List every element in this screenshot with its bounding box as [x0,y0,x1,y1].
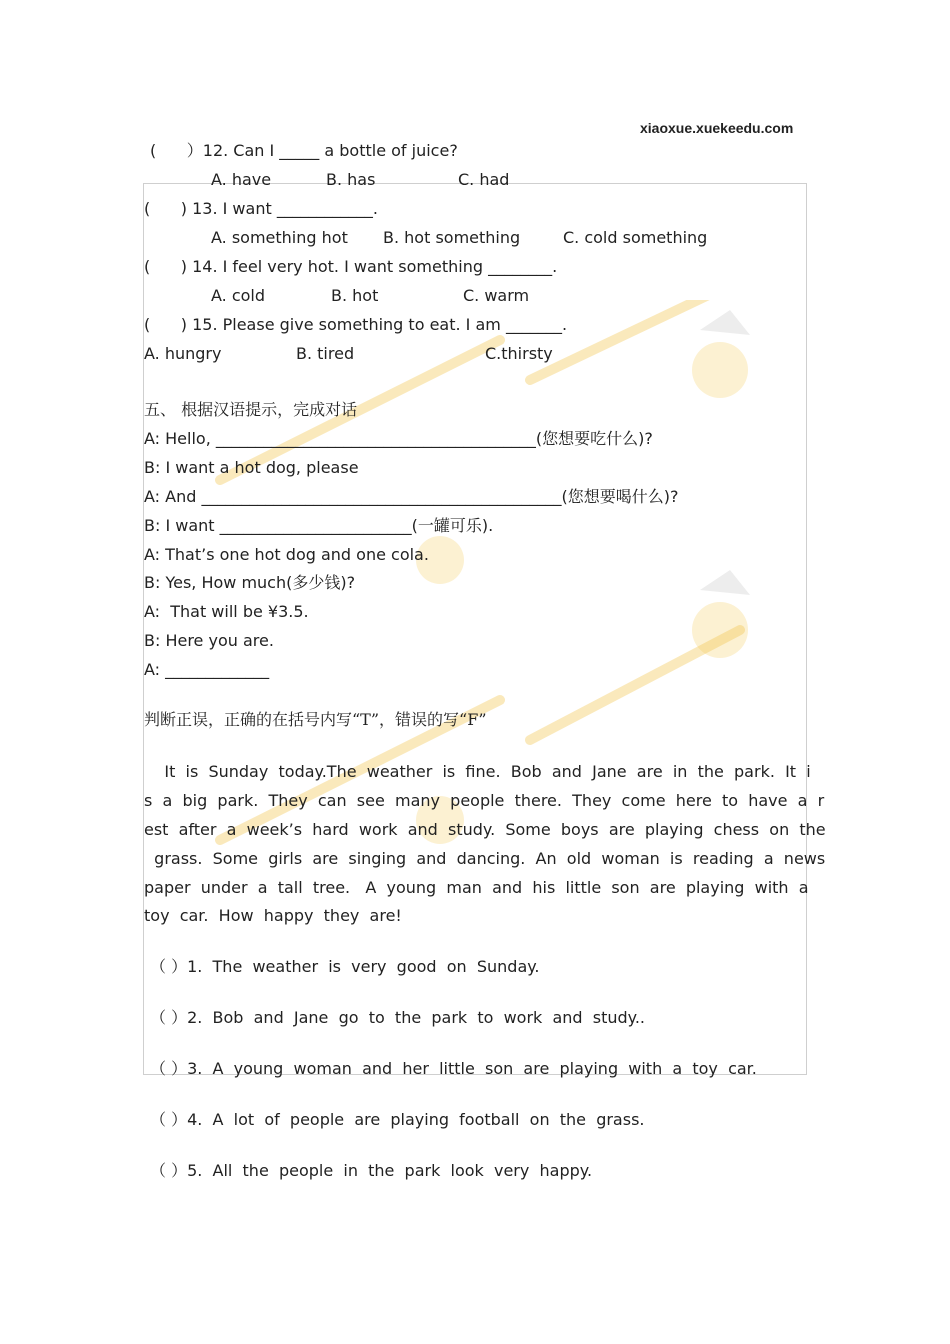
q14-option-b: B. hot [331,286,379,305]
question-15: ( ) 15. Please give something to eat. I am _______. [144,315,568,334]
passage-line: s a big park. They can see many people there. They come here to have a r [144,791,825,810]
passage-line: paper under a tall tree. A young man and his little son are playing with a [144,878,809,897]
statement-5: （ ）5. All the people in the park look very happy. [150,1161,593,1180]
question-14: ( ) 14. I feel very hot. I want something ________. [144,257,558,276]
passage-line: grass. Some girls are singing and dancing. An old woman is reading a news [144,849,826,868]
site-header: xiaoxue.xuekeedu.com [640,120,794,136]
q15-option-b: B. tired [296,344,355,363]
passage-line: toy car. How happy they are! [144,906,402,925]
passage-line: est after a week’s hard work and study. Some boys are playing chess on the [144,820,826,839]
section6-title: 判断正误，正确的在括号内写“T”，错误的写“F” [144,710,487,729]
dialogue-line: B: Yes, How much(多少钱)? [144,573,356,592]
question-13: ( ) 13. I want ____________. [144,199,378,218]
dialogue-line: A: That’s one hot dog and one cola. [144,545,429,564]
q14-option-a: A. cold [211,286,266,305]
q13-option-c: C. cold something [563,228,708,247]
q14-option-c: C. warm [463,286,530,305]
q12-option-c: C. had [458,170,510,189]
statement-4: （ ）4. A lot of people are playing football on the grass. [150,1110,645,1129]
dialogue-line: B: I want a hot dog, please [144,458,359,477]
question-12: ( ）12. Can I _____ a bottle of juice? [150,141,458,160]
dialogue-line: A: That will be ¥3.5. [144,602,309,621]
q13-option-a: A. something hot [211,228,348,247]
dialogue-line: B: Here you are. [144,631,274,650]
q15-option-c: C.thirsty [485,344,553,363]
statement-3: （ ）3. A young woman and her little son are playing with a toy car. [150,1059,757,1078]
q12-option-a: A. have [211,170,272,189]
dialogue-line: A: Hello, ________________________________________(您想要吃什么)? [144,429,653,448]
dialogue-line: A: _____________ [144,660,270,679]
dialogue-line: B: I want ________________________(一罐可乐). [144,516,494,535]
q12-option-b: B. has [326,170,376,189]
q15-option-a: A. hungry [144,344,222,363]
section5-title: 五、 根据汉语提示，完成对话 [144,400,358,419]
statement-1: （ ）1. The weather is very good on Sunday. [150,957,540,976]
dialogue-line: A: And _____________________________________________(您想要喝什么)? [144,487,679,506]
statement-2: （ ）2. Bob and Jane go to the park to work and study.. [150,1008,645,1027]
q13-option-b: B. hot something [383,228,521,247]
passage-line: It is Sunday today.The weather is fine. Bob and Jane are in the park. It i [144,762,811,781]
